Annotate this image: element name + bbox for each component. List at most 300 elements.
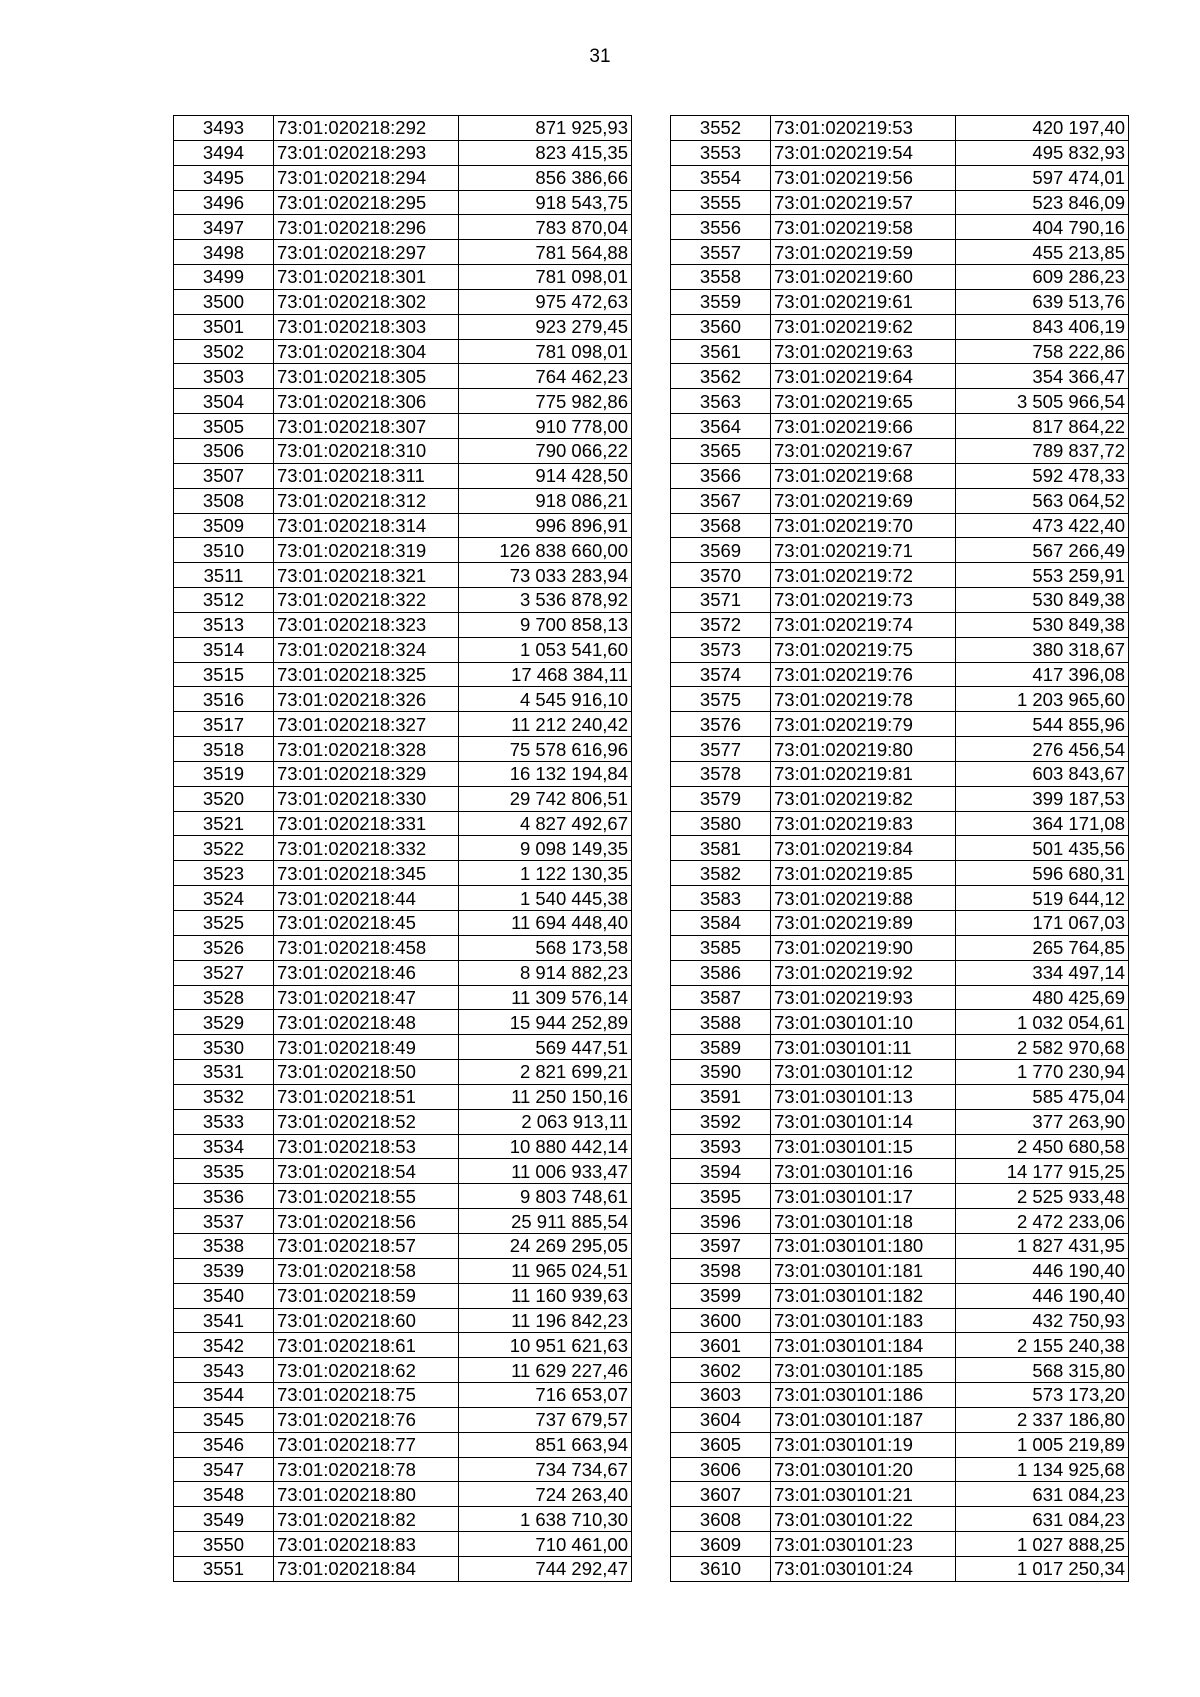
cadastral-value-cell: 2 450 680,58 [956,1134,1129,1159]
row-number-cell: 3558 [671,265,771,290]
row-number-cell: 3583 [671,886,771,911]
row-number-cell: 3590 [671,1060,771,1085]
table-row [671,960,1129,985]
row-number-cell: 3570 [671,563,771,588]
cadastral-value-cell: 923 279,45 [459,314,632,339]
cadastral-value-cell: 25 911 885,54 [459,1209,632,1234]
table-row [174,612,632,637]
row-number-cell: 3495 [174,165,274,190]
cadastral-number-cell: 73:01:020219:76 [771,662,956,687]
table-row [174,463,632,488]
table-row [671,836,1129,861]
cadastral-value-cell: 996 896,91 [459,513,632,538]
cadastral-number-cell: 73:01:020218:296 [274,215,459,240]
row-number-cell: 3596 [671,1209,771,1234]
cadastral-number-cell: 73:01:020219:60 [771,265,956,290]
table-row [174,737,632,762]
cadastral-number-cell: 73:01:020218:50 [274,1060,459,1085]
row-number-cell: 3527 [174,960,274,985]
row-number-cell: 3579 [671,786,771,811]
table-row [671,761,1129,786]
row-number-cell: 3597 [671,1233,771,1258]
table-row [671,1358,1129,1383]
row-number-cell: 3507 [174,463,274,488]
cadastral-value-cell: 455 213,85 [956,240,1129,265]
row-number-cell: 3538 [174,1233,274,1258]
table-row [174,289,632,314]
cadastral-number-cell: 73:01:020219:64 [771,364,956,389]
cadastral-number-cell: 73:01:020219:74 [771,612,956,637]
cadastral-number-cell: 73:01:020219:92 [771,960,956,985]
table-row [671,662,1129,687]
cadastral-value-cell: 11 006 933,47 [459,1159,632,1184]
cadastral-value-cell: 758 222,86 [956,339,1129,364]
row-number-cell: 3608 [671,1507,771,1532]
table-row [671,1258,1129,1283]
cadastral-number-cell: 73:01:030101:23 [771,1532,956,1557]
table-row [174,637,632,662]
cadastral-value-cell: 519 644,12 [956,886,1129,911]
cadastral-value-cell: 380 318,67 [956,637,1129,662]
row-number-cell: 3544 [174,1383,274,1408]
table-row [671,563,1129,588]
cadastral-number-cell: 73:01:030101:183 [771,1308,956,1333]
cadastral-number-cell: 73:01:020218:52 [274,1109,459,1134]
row-number-cell: 3518 [174,737,274,762]
row-number-cell: 3530 [174,1035,274,1060]
row-number-cell: 3524 [174,886,274,911]
table-row [174,1258,632,1283]
cadastral-number-cell: 73:01:020218:325 [274,662,459,687]
row-number-cell: 3585 [671,935,771,960]
cadastral-number-cell: 73:01:020219:70 [771,513,956,538]
row-number-cell: 3567 [671,488,771,513]
table-row [174,687,632,712]
row-number-cell: 3559 [671,289,771,314]
cadastral-number-cell: 73:01:020218:294 [274,165,459,190]
table-row [671,513,1129,538]
cadastral-number-cell: 73:01:020218:328 [274,737,459,762]
cadastral-value-cell: 573 173,20 [956,1383,1129,1408]
table-row [671,637,1129,662]
table-row [671,1383,1129,1408]
cadastral-value-cell: 568 173,58 [459,935,632,960]
row-number-cell: 3508 [174,488,274,513]
cadastral-number-cell: 73:01:020218:303 [274,314,459,339]
table-row [174,1432,632,1457]
cadastral-value-cell: 596 680,31 [956,861,1129,886]
row-number-cell: 3537 [174,1209,274,1234]
table-row [671,165,1129,190]
table-row [671,1010,1129,1035]
cadastral-number-cell: 73:01:020218:75 [274,1383,459,1408]
cadastral-number-cell: 73:01:020219:93 [771,985,956,1010]
cadastral-number-cell: 73:01:020219:63 [771,339,956,364]
row-number-cell: 3573 [671,637,771,662]
cadastral-value-cell: 724 263,40 [459,1482,632,1507]
cadastral-number-cell: 73:01:020218:305 [274,364,459,389]
cadastral-value-cell: 783 870,04 [459,215,632,240]
row-number-cell: 3555 [671,190,771,215]
cadastral-number-cell: 73:01:020218:45 [274,911,459,936]
cadastral-number-cell: 73:01:030101:185 [771,1358,956,1383]
row-number-cell: 3551 [174,1556,274,1581]
table-row [174,140,632,165]
cadastral-value-cell: 126 838 660,00 [459,538,632,563]
cadastral-value-cell: 446 190,40 [956,1258,1129,1283]
table-row [174,1532,632,1557]
cadastral-number-cell: 73:01:030101:184 [771,1333,956,1358]
cadastral-value-cell: 1 053 541,60 [459,637,632,662]
cadastral-value-cell: 790 066,22 [459,438,632,463]
cadastral-value-cell: 631 084,23 [956,1482,1129,1507]
table-row [174,1035,632,1060]
table-row [671,1457,1129,1482]
cadastral-value-cell: 639 513,76 [956,289,1129,314]
table-row [174,761,632,786]
cadastral-number-cell: 73:01:020219:59 [771,240,956,265]
cadastral-value-cell: 530 849,38 [956,588,1129,613]
table-row [671,1035,1129,1060]
cadastral-value-cell: 11 309 576,14 [459,985,632,1010]
cadastral-value-cell: 10 951 621,63 [459,1333,632,1358]
cadastral-value-cell: 11 694 448,40 [459,911,632,936]
cadastral-number-cell: 73:01:030101:18 [771,1209,956,1234]
cadastral-number-cell: 73:01:020218:307 [274,414,459,439]
cadastral-value-cell: 1 827 431,95 [956,1233,1129,1258]
cadastral-value-cell: 914 428,50 [459,463,632,488]
cadastral-value-cell: 716 653,07 [459,1383,632,1408]
row-number-cell: 3505 [174,414,274,439]
cadastral-number-cell: 73:01:020219:79 [771,712,956,737]
cadastral-value-cell: 918 543,75 [459,190,632,215]
table-row [174,886,632,911]
row-number-cell: 3605 [671,1432,771,1457]
row-number-cell: 3496 [174,190,274,215]
row-number-cell: 3541 [174,1308,274,1333]
cadastral-value-cell: 2 582 970,68 [956,1035,1129,1060]
cadastral-number-cell: 73:01:020218:331 [274,811,459,836]
table-row [174,1457,632,1482]
cadastral-value-cell: 597 474,01 [956,165,1129,190]
cadastral-value-cell: 1 638 710,30 [459,1507,632,1532]
table-row [174,588,632,613]
cadastral-value-cell: 432 750,93 [956,1308,1129,1333]
cadastral-value-cell: 737 679,57 [459,1407,632,1432]
cadastral-number-cell: 73:01:020218:327 [274,712,459,737]
row-number-cell: 3591 [671,1084,771,1109]
row-number-cell: 3572 [671,612,771,637]
row-number-cell: 3588 [671,1010,771,1035]
cadastral-value-cell: 473 422,40 [956,513,1129,538]
table-row [671,1184,1129,1209]
table-row [174,1010,632,1035]
cadastral-value-cell: 399 187,53 [956,786,1129,811]
cadastral-value-cell: 1 122 130,35 [459,861,632,886]
page-number: 31 [589,46,611,67]
cadastral-number-cell: 73:01:030101:16 [771,1159,956,1184]
cadastral-value-cell: 11 965 024,51 [459,1258,632,1283]
table-row [174,786,632,811]
row-number-cell: 3563 [671,389,771,414]
row-number-cell: 3498 [174,240,274,265]
table-row [671,985,1129,1010]
table-row [671,389,1129,414]
table-row [671,1283,1129,1308]
table-row [671,1084,1129,1109]
cadastral-value-cell: 975 472,63 [459,289,632,314]
row-number-cell: 3569 [671,538,771,563]
table-row [174,1308,632,1333]
row-number-cell: 3500 [174,289,274,314]
row-number-cell: 3549 [174,1507,274,1532]
cadastral-value-cell: 1 032 054,61 [956,1010,1129,1035]
cadastral-value-cell: 11 629 227,46 [459,1358,632,1383]
cadastral-number-cell: 73:01:020218:78 [274,1457,459,1482]
table-row [174,389,632,414]
table-row [174,190,632,215]
row-number-cell: 3506 [174,438,274,463]
cadastral-value-cell: 11 196 842,23 [459,1308,632,1333]
row-number-cell: 3577 [671,737,771,762]
row-number-cell: 3509 [174,513,274,538]
cadastral-number-cell: 73:01:020218:60 [274,1308,459,1333]
table-row [671,935,1129,960]
cadastral-value-cell: 1 540 445,38 [459,886,632,911]
row-number-cell: 3529 [174,1010,274,1035]
row-number-cell: 3504 [174,389,274,414]
row-number-cell: 3554 [671,165,771,190]
cadastral-number-cell: 73:01:020219:71 [771,538,956,563]
cadastral-number-cell: 73:01:020218:326 [274,687,459,712]
row-number-cell: 3512 [174,588,274,613]
row-number-cell: 3547 [174,1457,274,1482]
table-row [671,538,1129,563]
cadastral-value-cell: 4 827 492,67 [459,811,632,836]
cadastral-value-cell: 9 803 748,61 [459,1184,632,1209]
row-number-cell: 3576 [671,712,771,737]
row-number-cell: 3568 [671,513,771,538]
table-row [671,712,1129,737]
cadastral-number-cell: 73:01:020218:319 [274,538,459,563]
cadastral-number-cell: 73:01:030101:10 [771,1010,956,1035]
row-number-cell: 3517 [174,712,274,737]
cadastral-number-cell: 73:01:020219:75 [771,637,956,662]
cadastral-number-cell: 73:01:020219:69 [771,488,956,513]
cadastral-value-cell: 744 292,47 [459,1556,632,1581]
cadastral-number-cell: 73:01:020218:301 [274,265,459,290]
table-row [671,414,1129,439]
cadastral-value-cell: 2 063 913,11 [459,1109,632,1134]
cadastral-number-cell: 73:01:020219:90 [771,935,956,960]
row-number-cell: 3566 [671,463,771,488]
row-number-cell: 3556 [671,215,771,240]
row-number-cell: 3552 [671,116,771,141]
cadastral-number-cell: 73:01:030101:12 [771,1060,956,1085]
table-row [671,1482,1129,1507]
table-row [671,240,1129,265]
cadastral-value-cell: 764 462,23 [459,364,632,389]
cadastral-number-cell: 73:01:030101:17 [771,1184,956,1209]
cadastral-value-cell: 11 212 240,42 [459,712,632,737]
cadastral-value-cell: 9 700 858,13 [459,612,632,637]
table-row [671,886,1129,911]
cadastral-number-cell: 73:01:020218:49 [274,1035,459,1060]
cadastral-number-cell: 73:01:020218:51 [274,1084,459,1109]
cadastral-number-cell: 73:01:020218:332 [274,836,459,861]
cadastral-value-cell: 603 843,67 [956,761,1129,786]
table-row [671,1507,1129,1532]
cadastral-value-cell: 789 837,72 [956,438,1129,463]
cadastral-number-cell: 73:01:020218:48 [274,1010,459,1035]
cadastral-number-cell: 73:01:020218:292 [274,116,459,141]
cadastral-number-cell: 73:01:020219:56 [771,165,956,190]
row-number-cell: 3520 [174,786,274,811]
cadastral-value-cell: 29 742 806,51 [459,786,632,811]
cadastral-number-cell: 73:01:020218:306 [274,389,459,414]
table-row [174,165,632,190]
table-row [671,1308,1129,1333]
cadastral-number-cell: 73:01:020219:81 [771,761,956,786]
row-number-cell: 3560 [671,314,771,339]
cadastral-number-cell: 73:01:020219:54 [771,140,956,165]
row-number-cell: 3595 [671,1184,771,1209]
cadastral-number-cell: 73:01:030101:21 [771,1482,956,1507]
table-row [671,786,1129,811]
cadastral-number-cell: 73:01:030101:24 [771,1556,956,1581]
cadastral-value-cell: 4 545 916,10 [459,687,632,712]
cadastral-number-cell: 73:01:020218:61 [274,1333,459,1358]
cadastral-number-cell: 73:01:020219:73 [771,588,956,613]
cadastral-value-cell: 1 134 925,68 [956,1457,1129,1482]
row-number-cell: 3510 [174,538,274,563]
table-row [174,1333,632,1358]
cadastral-number-cell: 73:01:020219:78 [771,687,956,712]
cadastral-value-cell: 781 564,88 [459,240,632,265]
row-number-cell: 3542 [174,1333,274,1358]
cadastral-number-cell: 73:01:020219:65 [771,389,956,414]
row-number-cell: 3561 [671,339,771,364]
cadastral-value-cell: 354 366,47 [956,364,1129,389]
row-number-cell: 3553 [671,140,771,165]
table-row [671,811,1129,836]
cadastral-value-cell: 530 849,38 [956,612,1129,637]
cadastral-value-cell: 3 536 878,92 [459,588,632,613]
row-number-cell: 3557 [671,240,771,265]
table-row [174,1184,632,1209]
cadastral-number-cell: 73:01:020219:89 [771,911,956,936]
cadastral-value-cell: 2 821 699,21 [459,1060,632,1085]
cadastral-number-cell: 73:01:020218:323 [274,612,459,637]
cadastral-value-cell: 1 027 888,25 [956,1532,1129,1557]
row-number-cell: 3501 [174,314,274,339]
table-row [174,1109,632,1134]
cadastral-number-cell: 73:01:020218:310 [274,438,459,463]
table-row [671,1159,1129,1184]
cadastral-number-cell: 73:01:020218:47 [274,985,459,1010]
row-number-cell: 3533 [174,1109,274,1134]
row-number-cell: 3545 [174,1407,274,1432]
cadastral-number-cell: 73:01:030101:20 [771,1457,956,1482]
table-row [174,314,632,339]
cadastral-value-cell: 851 663,94 [459,1432,632,1457]
table-row [671,861,1129,886]
table-row [174,438,632,463]
table-row [174,960,632,985]
row-number-cell: 3543 [174,1358,274,1383]
cadastral-value-cell: 8 914 882,23 [459,960,632,985]
row-number-cell: 3587 [671,985,771,1010]
cadastral-number-cell: 73:01:020218:330 [274,786,459,811]
cadastral-number-cell: 73:01:020218:46 [274,960,459,985]
table-row [174,1084,632,1109]
cadastral-value-cell: 1 017 250,34 [956,1556,1129,1581]
row-number-cell: 3575 [671,687,771,712]
row-number-cell: 3515 [174,662,274,687]
row-number-cell: 3589 [671,1035,771,1060]
row-number-cell: 3600 [671,1308,771,1333]
cadastral-number-cell: 73:01:020218:345 [274,861,459,886]
cadastral-number-cell: 73:01:020218:59 [274,1283,459,1308]
cadastral-number-cell: 73:01:020218:83 [274,1532,459,1557]
cadastral-value-cell: 364 171,08 [956,811,1129,836]
table-row [174,1283,632,1308]
row-number-cell: 3536 [174,1184,274,1209]
row-number-cell: 3562 [671,364,771,389]
row-number-cell: 3607 [671,1482,771,1507]
table-row [671,1109,1129,1134]
table-row [174,215,632,240]
row-number-cell: 3548 [174,1482,274,1507]
row-number-cell: 3494 [174,140,274,165]
table-row [174,662,632,687]
cadastral-number-cell: 73:01:020218:76 [274,1407,459,1432]
cadastral-value-cell: 568 315,80 [956,1358,1129,1383]
row-number-cell: 3578 [671,761,771,786]
table-row [671,314,1129,339]
table-row [174,339,632,364]
cadastral-number-cell: 73:01:020219:68 [771,463,956,488]
row-number-cell: 3497 [174,215,274,240]
table-row [671,1209,1129,1234]
row-number-cell: 3526 [174,935,274,960]
cadastral-value-cell: 24 269 295,05 [459,1233,632,1258]
table-row [174,911,632,936]
table-row [671,687,1129,712]
row-number-cell: 3582 [671,861,771,886]
table-row [174,712,632,737]
cadastral-value-cell: 2 337 186,80 [956,1407,1129,1432]
row-number-cell: 3580 [671,811,771,836]
cadastral-value-cell: 495 832,93 [956,140,1129,165]
row-number-cell: 3531 [174,1060,274,1085]
table-row [174,488,632,513]
row-number-cell: 3584 [671,911,771,936]
cadastral-value-cell: 918 086,21 [459,488,632,513]
table-row [671,463,1129,488]
table-row [671,1134,1129,1159]
cadastral-number-cell: 73:01:030101:186 [771,1383,956,1408]
row-number-cell: 3528 [174,985,274,1010]
cadastral-number-cell: 73:01:020218:295 [274,190,459,215]
table-row [671,190,1129,215]
cadastral-value-cell: 417 396,08 [956,662,1129,687]
row-number-cell: 3519 [174,761,274,786]
row-number-cell: 3511 [174,563,274,588]
row-number-cell: 3540 [174,1283,274,1308]
row-number-cell: 3516 [174,687,274,712]
cadastral-value-table-right [670,115,1129,1582]
